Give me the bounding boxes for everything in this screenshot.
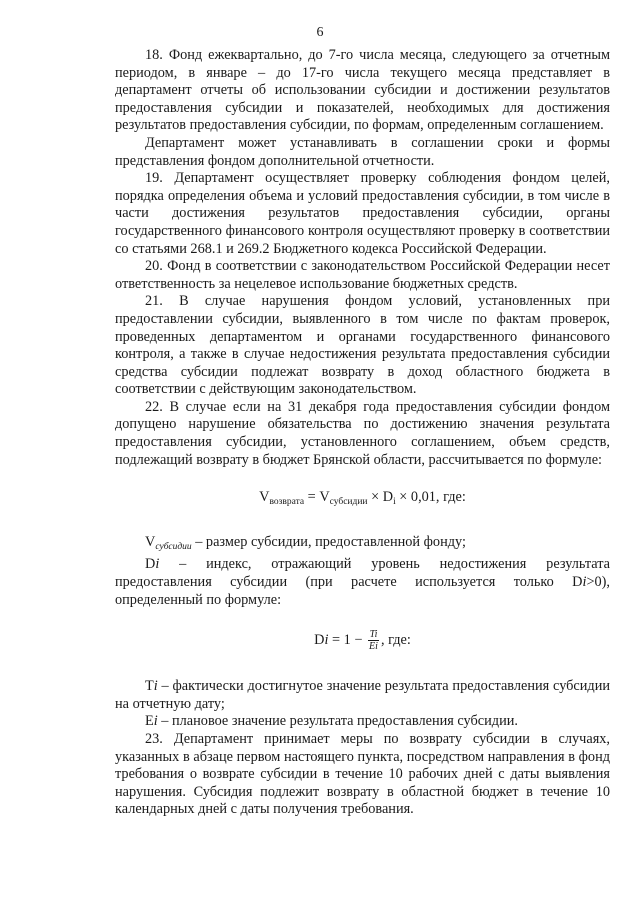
paragraph-23: 23. Департамент принимает меры по возврату субсидии в случаях, указанных в абзаце первом настоящего пункта, посредством направления в фонд требования о возврате субсидии в течение 10 рабочих дней с даты выявления нарушения. Субсидия подлежит возврату в областной бюджет в течение 10 календарных дней с даты получения требования. [115,731,610,818]
definition-e-planned: Ei – плановое значение результата предоставления субсидии. [145,713,518,730]
fraction: $\frac{Ti}{Ei}$ [369,629,378,653]
paragraph-19: 19. Департамент осуществляет проверку соблюдения фондом целей, порядка определения объема и условий предоставления субсидии, в том числе в части достижения результатов предоставления субсидии, органы государственного финансового контроля осуществляют проверку в соответствии со статьями 268.1 и 269.2 Бюджетного кодекса Российской Федерации. [115,170,610,257]
paragraph-18-additional: Департамент может устанавливать в соглашении сроки и формы представления фондом дополнительной отчетности. [115,134,610,169]
formula-refund-volume: $V_{возврата} = V_{субсидии} \times D_i \times 0,01$, где: [259,489,466,508]
definition-d-index: Di – индекс, отражающий уровень недостижения результата предоставления субсидии (при расчете используется только Di>0), определенный по формуле: [115,556,610,608]
document-body [115,47,610,819]
paragraph-22: 22. В случае если на 31 декабря года предоставления субсидии фондом допущено нарушение обязательства по достижению значения результата предоставления субсидии, установленного соглашением, объем средств, подлежащий возврату в бюджет Брянской области, рассчитывается по формуле: [115,398,610,468]
paragraph-21: 21. В случае нарушения фондом условий, установленных при предоставлении субсидии, выявленного в том числе по фактам проверок, проведенных департаментом и органами государственного финансового контроля, а также в случае недостижения результата предоставления субсидии средства субсидии подлежат возврату в доход областного бюджета в соответствии с действующим законодательством. [115,293,610,398]
definition-t-actual: Ti – фактически достигнутое значение результата предоставления субсидии на отчетную дату; [115,678,610,712]
paragraph-20: 20. Фонд в соответствии с законодательством Российской Федерации несет ответственность за нецелевое использование бюджетных средств. [115,258,610,292]
definition-v-subsidy: $V_{субсидии}$ – размер субсидии, предоставленной фонду; [145,533,466,552]
formula-d-index: Di = 1 − $\frac{Ti}{Ei}$ , где: [314,629,411,653]
page-number: 6 [316,25,324,40]
paragraph-18: 18. Фонд ежеквартально, до 7-го числа месяца, следующего за отчетным периодом, в январе – до 17-го числа текущего месяца представляет в департамент отчеты об использовании субсидии и достижении результатов предоставления субсидии и показателей, необходимых для достижения результатов предоставления субсидии, по формам, определенным соглашением. [115,47,610,134]
